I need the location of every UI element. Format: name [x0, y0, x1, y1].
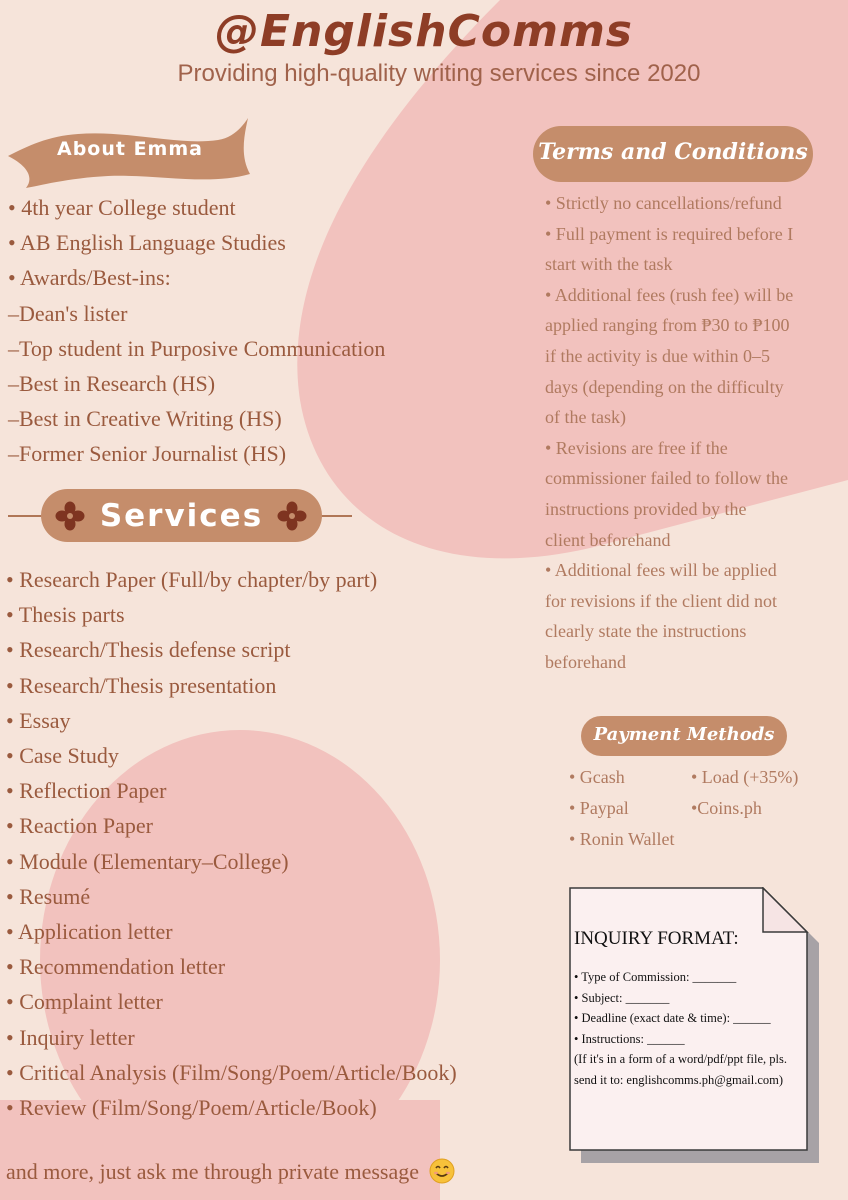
list-item: • Complaint letter	[6, 989, 163, 1015]
more-text: and more, just ask me through private message	[6, 1159, 420, 1184]
list-item: • Research/Thesis presentation	[6, 672, 277, 698]
list-item: • Review (Film/Song/Poem/Article/Book)	[6, 1095, 377, 1121]
list-item: –Top student in Purposive Communication	[8, 335, 386, 361]
terms-line: client beforehand	[545, 529, 671, 550]
list-item: –Dean's lister	[8, 300, 128, 326]
terms-line: instructions provided by the	[545, 498, 747, 519]
inquiry-line: • Instructions: ______	[574, 1031, 685, 1046]
inquiry-line: • Type of Commission: _______	[574, 970, 737, 984]
payment-item: •Coins.ph	[691, 798, 762, 818]
terms-line: clearly state the instructions	[545, 621, 747, 642]
list-item: • Awards/Best-ins:	[8, 265, 171, 291]
list-item: • Inquiry letter	[6, 1024, 135, 1050]
payment-item: • Ronin Wallet	[569, 829, 675, 849]
list-item: • Module (Elementary–College)	[6, 848, 289, 874]
list-item: –Best in Research (HS)	[8, 371, 216, 397]
inquiry-line: (If it's in a form of a word/pdf/ppt file, pls.	[574, 1052, 787, 1066]
list-item: • Reflection Paper	[6, 778, 167, 804]
list-item: • Case Study	[6, 743, 119, 769]
terms-banner	[533, 126, 813, 182]
services-more-note	[6, 1158, 455, 1185]
about-banner	[8, 116, 252, 190]
terms-line: • Additional fees will be applied	[545, 560, 777, 581]
list-item: • Essay	[6, 707, 71, 733]
terms-line: for revisions if the client did not	[545, 590, 777, 611]
terms-line: of the task)	[545, 407, 626, 428]
list-item: • 4th year College student	[8, 195, 236, 220]
terms-heading: Terms and Conditions	[538, 139, 808, 165]
services-list	[6, 562, 526, 1125]
list-item: • AB English Language Studies	[8, 230, 286, 256]
terms-line: days (depending on the difficulty	[545, 376, 784, 397]
inquiry-line: send it to: englishcomms.ph@gmail.com)	[574, 1072, 784, 1087]
list-item: • Research/Thesis defense script	[6, 637, 291, 663]
payment-heading: Payment Methods	[593, 724, 775, 745]
inquiry-line: • Subject: _______	[574, 990, 670, 1005]
list-item: –Former Senior Journalist (HS)	[8, 441, 287, 467]
payment-item: • Gcash	[569, 767, 625, 787]
list-item: • Recommendation letter	[6, 954, 226, 980]
smiley-icon	[429, 1158, 455, 1184]
terms-line: • Strictly no cancellations/refund	[545, 193, 782, 213]
terms-list	[545, 188, 835, 678]
list-item: • Research Paper (Full/by chapter/by part)	[6, 567, 378, 592]
flower-icon	[277, 501, 307, 531]
terms-line: • Full payment is required before I	[545, 223, 794, 244]
list-item: –Best in Creative Writing (HS)	[8, 406, 282, 432]
terms-line: start with the task	[545, 254, 673, 275]
list-item: • Reaction Paper	[6, 813, 153, 839]
payment-item: • Paypal	[569, 798, 629, 818]
inquiry-title: INQUIRY FORMAT:	[574, 928, 739, 949]
payment-banner	[581, 716, 787, 756]
services-banner	[41, 489, 322, 542]
page-subtitle: Providing high-quality writing services since 2020	[177, 60, 701, 87]
list-item: • Resumé	[6, 883, 91, 909]
list-item: • Application letter	[6, 919, 173, 945]
terms-line: • Revisions are free if the	[545, 437, 728, 458]
inquiry-line: • Deadline (exact date & time): ______	[574, 1011, 771, 1025]
terms-line: commissioner failed to follow the	[545, 468, 788, 489]
terms-line: if the activity is due within 0–5	[545, 345, 770, 366]
inquiry-document	[569, 887, 821, 1163]
page-title: @EnglishComms	[215, 6, 633, 57]
terms-line: • Additional fees (rush fee) will be	[545, 284, 794, 305]
terms-line: applied ranging from ₱30 to ₱100	[545, 315, 790, 336]
payment-item: • Load (+35%)	[691, 767, 799, 787]
about-heading: About Emma	[57, 138, 203, 160]
list-item: • Thesis parts	[6, 602, 125, 628]
services-heading: Services	[99, 498, 264, 534]
inquiry-lines	[574, 967, 806, 1090]
about-list	[8, 190, 528, 472]
terms-line: beforehand	[545, 651, 626, 672]
list-item: • Critical Analysis (Film/Song/Poem/Article/Book)	[6, 1059, 457, 1085]
